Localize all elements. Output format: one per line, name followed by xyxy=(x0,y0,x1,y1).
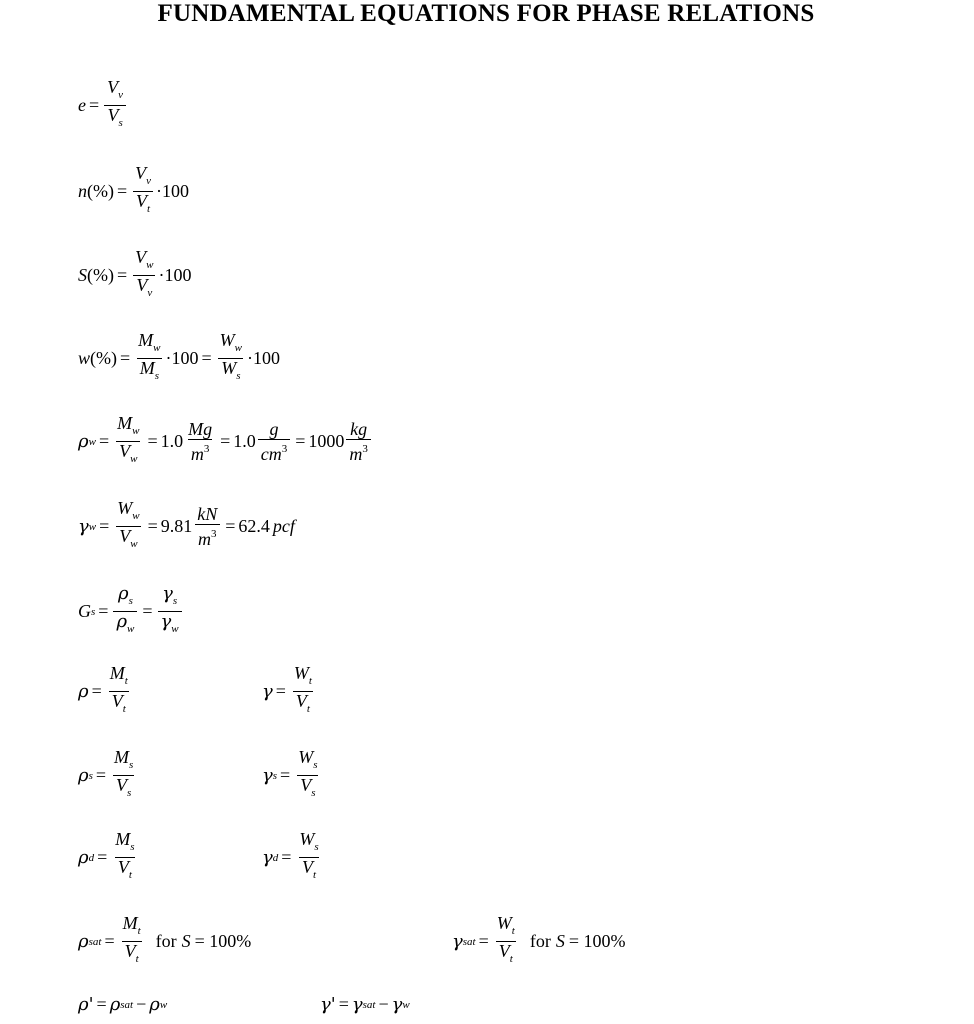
void-ratio-equation: e = $\frac{V_v}{V_s}$ xyxy=(78,78,128,133)
dry-unit-weight-equation: γ d = $\frac{W_s}{V_t}$ xyxy=(262,830,324,885)
fraction: $\frac{W_s}{V_s}$ xyxy=(295,748,320,803)
porosity-equation: n (%) = $\frac{V_v}{V_t}$ ·100 xyxy=(78,164,189,219)
fraction: $\frac{V_w}{V_v}$ xyxy=(132,248,156,303)
fraction: $\frac{kN}{m^3}$ xyxy=(194,505,220,549)
fraction: $\frac{W_w}{W_s}$ xyxy=(217,331,245,386)
solids-density-equation: ρ s = $\frac{M_s}{V_s}$ xyxy=(78,748,138,803)
saturated-density-equation: ρ sat = $\frac{M_t}{V_t}$ for S = 100% xyxy=(78,914,251,969)
fraction: $\frac{M_w}{M_s}$ xyxy=(135,331,163,386)
water-density-equation: ρ w = $\frac{M_w}{V_w}$ = 1.0 $\frac{Mg}{m^3}$ = 1.0 $\frac{g}{cm^3}$ = 1000 $\frac{kg}{m^3}$ xyxy=(78,414,373,469)
water-unit-weight-equation: γ w = $\frac{W_w}{V_w}$ = 9.81 $\frac{kN}{m^3}$ = 62.4 pcf xyxy=(78,499,295,554)
fraction: $\frac{V_v}{V_s}$ xyxy=(104,78,126,133)
fraction: $\frac{\gamma_s}{\gamma_w}$ xyxy=(158,584,182,639)
fraction: $\frac{kg}{m^3}$ xyxy=(346,420,371,464)
solids-unit-weight-equation: γ s = $\frac{W_s}{V_s}$ xyxy=(262,748,322,803)
saturation-equation: S (%) = $\frac{V_w}{V_v}$ ·100 xyxy=(78,248,191,303)
total-density-equation: ρ = $\frac{M_t}{V_t}$ xyxy=(78,664,133,719)
fraction: $\frac{W_t}{V_t}$ xyxy=(494,914,518,969)
dry-density-equation: ρ d = $\frac{M_s}{V_t}$ xyxy=(78,830,140,885)
fraction: $\frac{W_t}{V_t}$ xyxy=(291,664,315,719)
water-content-equation: w (%) = $\frac{M_w}{M_s}$ ·100 = $\frac{W_w}{W_s}$ ·100 xyxy=(78,331,280,386)
fraction: $\frac{M_s}{V_s}$ xyxy=(111,748,136,803)
saturated-unit-weight-equation: γ sat = $\frac{W_t}{V_t}$ for S = 100% xyxy=(452,914,625,969)
fraction: $\frac{W_s}{V_t}$ xyxy=(296,830,321,885)
specific-gravity-equation: G s = $\frac{\rho_s}{\rho_w}$ = $\frac{\gamma_s}{\gamma_w}$ xyxy=(78,584,184,639)
fraction: $\frac{M_t}{V_t}$ xyxy=(120,914,144,969)
fraction: $\frac{M_w}{V_w}$ xyxy=(114,414,142,469)
fraction: $\frac{W_w}{V_w}$ xyxy=(114,499,142,554)
page-title: FUNDAMENTAL EQUATIONS FOR PHASE RELATIONS xyxy=(157,0,815,27)
fraction: $\frac{M_t}{V_t}$ xyxy=(107,664,131,719)
buoyant-density-equation: ρ' = ρ sat − ρ w xyxy=(78,994,168,1015)
fraction: $\frac{Mg}{m^3}$ xyxy=(188,418,213,464)
eq-lhs: e xyxy=(78,95,86,115)
total-unit-weight-equation: γ = $\frac{W_t}{V_t}$ xyxy=(262,664,317,719)
fraction: $\frac{M_s}{V_t}$ xyxy=(112,830,137,885)
fraction: $\frac{\rho_s}{\rho_w}$ xyxy=(113,584,137,639)
fraction: $\frac{g}{cm^3}$ xyxy=(258,420,291,464)
buoyant-unit-weight-equation: γ' = γ sat − γ w xyxy=(320,994,410,1015)
fraction: $\frac{V_v}{V_t}$ xyxy=(132,164,154,219)
